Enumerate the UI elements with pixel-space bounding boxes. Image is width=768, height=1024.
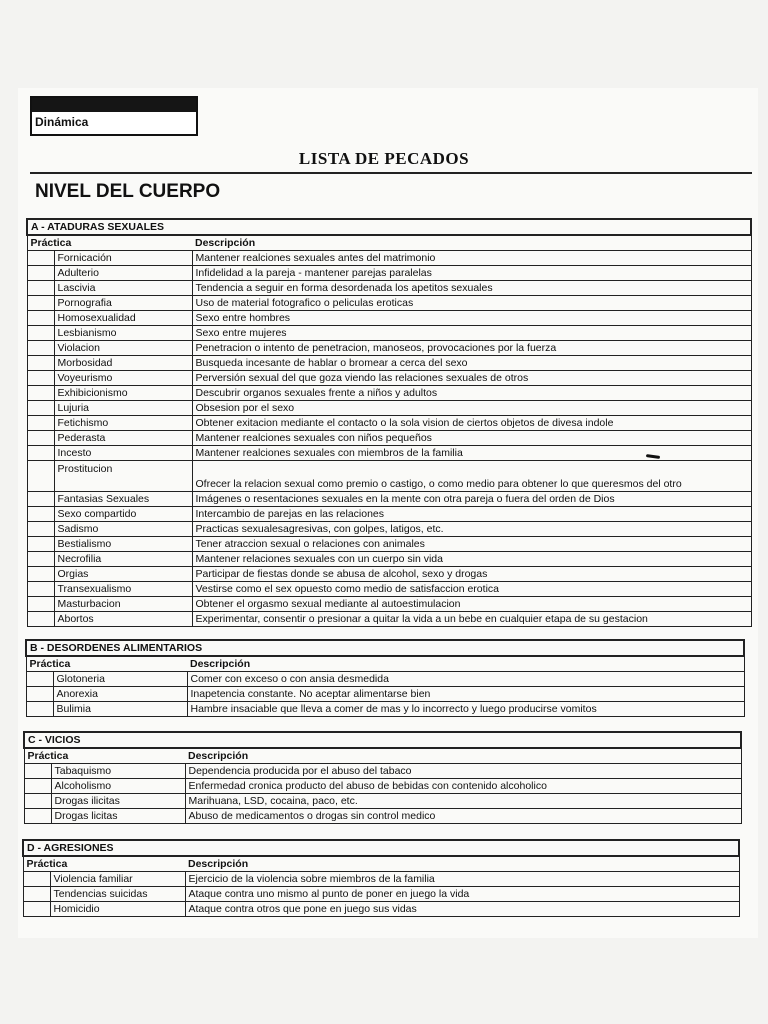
checkbox-cell	[27, 537, 54, 552]
checkbox-cell	[23, 902, 50, 917]
practice-cell: Bulimia	[53, 702, 187, 717]
column-header-description: Descripción	[187, 656, 744, 672]
practice-cell: Voyeurismo	[54, 371, 192, 386]
description-cell: Imágenes o resentaciones sexuales en la mente con otra pareja o fuera del orden de Dios	[192, 492, 751, 507]
section-header-row	[24, 732, 741, 748]
practice-cell: Homosexualidad	[54, 311, 192, 326]
checkbox-cell	[27, 326, 54, 341]
description-cell: Obsesion por el sexo	[192, 401, 751, 416]
description-cell: Comer con exceso o con ansia desmedida	[187, 672, 744, 687]
table-row	[27, 416, 751, 431]
section-header-row	[27, 219, 751, 235]
practice-cell: Masturbacion	[54, 597, 192, 612]
practice-cell: Pederasta	[54, 431, 192, 446]
checkbox-cell	[27, 386, 54, 401]
column-header-row	[24, 748, 741, 764]
checkbox-cell	[24, 764, 51, 779]
dynamic-label: Dinámica	[35, 115, 89, 129]
practice-cell: Morbosidad	[54, 356, 192, 371]
practice-cell: Lascivia	[54, 281, 192, 296]
table-row	[27, 341, 751, 356]
practice-cell: Orgias	[54, 567, 192, 582]
description-cell: Experimentar, consentir o presionar a quitar la vida a un bebe en cualquier etapa de su gestacion	[192, 612, 751, 627]
table-row	[24, 779, 741, 794]
level-heading: NIVEL DEL CUERPO	[35, 181, 221, 202]
checkbox-cell	[27, 431, 54, 446]
practice-cell: Anorexia	[53, 687, 187, 702]
table-row	[27, 492, 751, 507]
description-cell: Sexo entre mujeres	[192, 326, 751, 341]
description-cell: Practicas sexualesagresivas, con golpes, latigos, etc.	[192, 522, 751, 537]
description-cell: Tendencia a seguir en forma desordenada los apetitos sexuales	[192, 281, 751, 296]
column-header-description: Descripción	[185, 856, 739, 872]
table-row	[26, 702, 744, 717]
section-table-desordenes-alimentarios	[25, 639, 745, 717]
section-header-row	[23, 840, 739, 856]
checkbox-cell	[27, 597, 54, 612]
column-header-row	[23, 856, 739, 872]
description-cell: Vestirse como el sex opuesto como medio de satisfaccion erotica	[192, 582, 751, 597]
practice-cell: Abortos	[54, 612, 192, 627]
checkbox-cell	[24, 809, 51, 824]
practice-cell: Drogas licitas	[51, 809, 185, 824]
description-cell: Intercambio de parejas en las relaciones	[192, 507, 751, 522]
practice-cell: Alcoholismo	[51, 779, 185, 794]
checkbox-cell	[23, 887, 50, 902]
description-cell: Tener atraccion sexual o relaciones con animales	[192, 537, 751, 552]
table-row	[27, 401, 751, 416]
table-row	[27, 386, 751, 401]
column-header-row	[27, 235, 751, 251]
practice-cell: Pornografia	[54, 296, 192, 311]
practice-cell: Prostitucion	[54, 461, 192, 492]
practice-cell: Bestialismo	[54, 537, 192, 552]
description-cell: Abuso de medicamentos o drogas sin control medico	[185, 809, 741, 824]
table-row	[27, 507, 751, 522]
practice-cell: Exhibicionismo	[54, 386, 192, 401]
description-cell: Mantener realciones sexuales antes del matrimonio	[192, 251, 751, 266]
practice-cell: Sexo compartido	[54, 507, 192, 522]
table-row	[27, 552, 751, 567]
section-header-row	[26, 640, 744, 656]
description-cell: Ataque contra uno mismo al punto de poner en juego la vida	[185, 887, 739, 902]
column-header-description: Descripción	[185, 748, 741, 764]
checkbox-cell	[26, 702, 53, 717]
table-row	[23, 872, 739, 887]
table-row	[27, 597, 751, 612]
description-cell: Obtener exitacion mediante el contacto o la sola vision de ciertos objetos de divesa indole	[192, 416, 751, 431]
column-header-practice: Práctica	[26, 656, 187, 672]
checkbox-cell	[23, 872, 50, 887]
practice-cell: Sadismo	[54, 522, 192, 537]
section-title: C - VICIOS	[24, 732, 741, 748]
practice-cell: Violencia familiar	[50, 872, 185, 887]
table-row	[27, 371, 751, 386]
table-row	[27, 446, 751, 461]
table-row	[27, 356, 751, 371]
practice-cell: Necrofilia	[54, 552, 192, 567]
dynamic-header-bar	[32, 98, 196, 112]
description-cell: Mantener relaciones sexuales con un cuerpo sin vida	[192, 552, 751, 567]
section-table-ataduras-sexuales	[26, 218, 752, 627]
title-divider	[30, 172, 752, 174]
checkbox-cell	[27, 266, 54, 281]
description-cell: Obtener el orgasmo sexual mediante al autoestimulacion	[192, 597, 751, 612]
column-header-practice: Práctica	[23, 856, 185, 872]
checkbox-cell	[27, 612, 54, 627]
checkbox-cell	[27, 552, 54, 567]
table-row	[27, 522, 751, 537]
checkbox-cell	[27, 492, 54, 507]
table-row	[27, 612, 751, 627]
section-title: B - DESORDENES ALIMENTARIOS	[26, 640, 744, 656]
table-row	[23, 902, 739, 917]
checkbox-cell	[27, 522, 54, 537]
table-row	[27, 281, 751, 296]
description-cell: Mantener realciones sexuales con niños pequeños	[192, 431, 751, 446]
practice-cell: Lujuria	[54, 401, 192, 416]
description-cell: Ataque contra otros que pone en juego sus vidas	[185, 902, 739, 917]
checkbox-cell	[27, 567, 54, 582]
description-cell: Participar de fiestas donde se abusa de alcohol, sexo y drogas	[192, 567, 751, 582]
checkbox-cell	[24, 794, 51, 809]
practice-cell: Fornicación	[54, 251, 192, 266]
description-cell: Inapetencia constante. No aceptar alimentarse bien	[187, 687, 744, 702]
table-row	[27, 311, 751, 326]
practice-cell: Drogas ilicitas	[51, 794, 185, 809]
description-cell: Perversión sexual del que goza viendo las relaciones sexuales de otros	[192, 371, 751, 386]
checkbox-cell	[26, 687, 53, 702]
checkbox-cell	[27, 507, 54, 522]
section-title: D - AGRESIONES	[23, 840, 739, 856]
practice-cell: Fantasias Sexuales	[54, 492, 192, 507]
table-row	[27, 251, 751, 266]
table-row	[27, 431, 751, 446]
description-cell: Ofrecer la relacion sexual como premio o castigo, o como medio para obtener lo que queresmos del otro	[192, 461, 751, 492]
checkbox-cell	[27, 401, 54, 416]
checkbox-cell	[27, 582, 54, 597]
checkbox-cell	[27, 341, 54, 356]
description-cell: Enfermedad cronica producto del abuso de bebidas con contenido alcoholico	[185, 779, 741, 794]
checkbox-cell	[27, 296, 54, 311]
column-header-description: Descripción	[192, 235, 751, 251]
table-row	[27, 582, 751, 597]
practice-cell: Adulterio	[54, 266, 192, 281]
column-header-practice: Práctica	[27, 235, 192, 251]
table-row	[24, 809, 741, 824]
table-row	[27, 461, 751, 492]
section-table-agresiones	[22, 839, 740, 917]
table-row	[27, 537, 751, 552]
checkbox-cell	[27, 371, 54, 386]
checkbox-cell	[24, 779, 51, 794]
description-cell: Penetracion o intento de penetracion, manoseos, provocaciones por la fuerza	[192, 341, 751, 356]
description-cell: Ejercicio de la violencia sobre miembros de la familia	[185, 872, 739, 887]
description-cell: Mantener realciones sexuales con miembros de la familia	[192, 446, 751, 461]
column-header-row	[26, 656, 744, 672]
practice-cell: Glotoneria	[53, 672, 187, 687]
section-table-vicios	[23, 731, 742, 824]
checkbox-cell	[27, 461, 54, 492]
practice-cell: Tabaquismo	[51, 764, 185, 779]
checkbox-cell	[27, 446, 54, 461]
table-row	[24, 764, 741, 779]
table-row	[27, 296, 751, 311]
column-header-practice: Práctica	[24, 748, 185, 764]
table-row	[27, 326, 751, 341]
practice-cell: Lesbianismo	[54, 326, 192, 341]
checkbox-cell	[27, 356, 54, 371]
table-row	[26, 672, 744, 687]
practice-cell: Transexualismo	[54, 582, 192, 597]
checkbox-cell	[26, 672, 53, 687]
document-title: LISTA DE PECADOS	[298, 149, 470, 168]
description-cell: Hambre insaciable que lleva a comer de mas y lo incorrecto y luego producirse vomitos	[187, 702, 744, 717]
practice-cell: Incesto	[54, 446, 192, 461]
checkbox-cell	[27, 416, 54, 431]
description-cell: Infidelidad a la pareja - mantener parejas paralelas	[192, 266, 751, 281]
checkbox-cell	[27, 311, 54, 326]
description-cell: Dependencia producida por el abuso del tabaco	[185, 764, 741, 779]
description-cell: Sexo entre hombres	[192, 311, 751, 326]
table-row	[23, 887, 739, 902]
description-cell: Marihuana, LSD, cocaina, paco, etc.	[185, 794, 741, 809]
practice-cell: Violacion	[54, 341, 192, 356]
description-cell: Busqueda incesante de hablar o bromear a cerca del sexo	[192, 356, 751, 371]
table-row	[27, 266, 751, 281]
table-row	[27, 567, 751, 582]
checkbox-cell	[27, 281, 54, 296]
practice-cell: Fetichismo	[54, 416, 192, 431]
description-cell: Uso de material fotografico o peliculas eroticas	[192, 296, 751, 311]
description-cell: Descubrir organos sexuales frente a niños y adultos	[192, 386, 751, 401]
table-row	[24, 794, 741, 809]
dynamic-label-box	[30, 96, 198, 136]
checkbox-cell	[27, 251, 54, 266]
practice-cell: Homicidio	[50, 902, 185, 917]
section-title: A - ATADURAS SEXUALES	[27, 219, 751, 235]
practice-cell: Tendencias suicidas	[50, 887, 185, 902]
table-row	[26, 687, 744, 702]
